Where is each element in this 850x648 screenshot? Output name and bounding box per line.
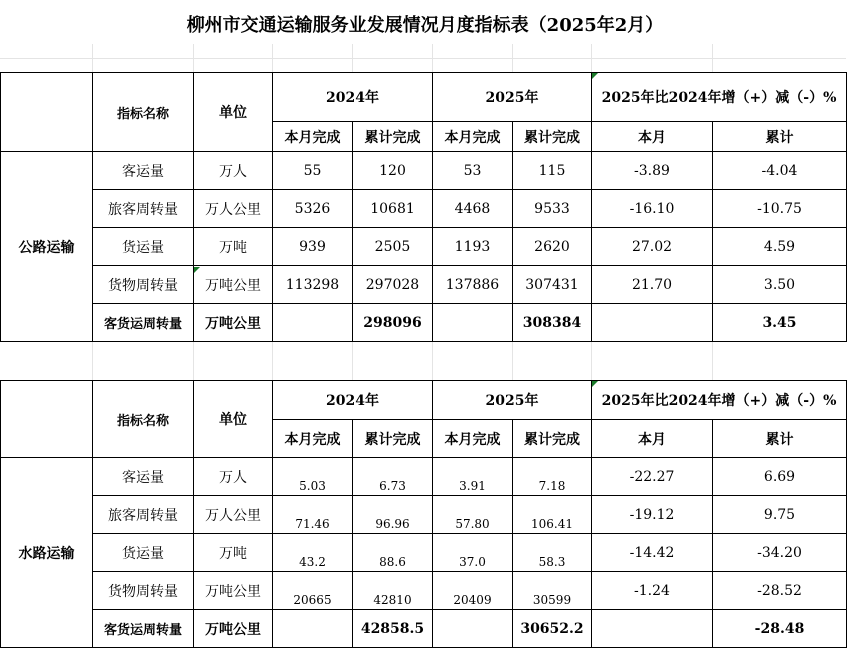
value-cell: 6.73 <box>353 458 433 496</box>
road-transport-table <box>0 72 847 342</box>
value-cell: 96.96 <box>353 496 433 534</box>
value-cell: 42858.5 <box>353 610 433 648</box>
indicator-name: 客货运周转量 <box>93 304 194 342</box>
change-cell: 21.70 <box>592 266 713 304</box>
year-2024-header: 2024年 <box>273 73 433 122</box>
value-cell: 88.6 <box>353 534 433 572</box>
table-row <box>1 496 847 534</box>
indicator-name: 客运量 <box>93 152 194 190</box>
unit-cell: 万吨公里 <box>194 304 273 342</box>
unit-cell: 万吨公里 <box>194 610 273 648</box>
category-header-blank <box>1 381 93 458</box>
value-cell: 5.03 <box>273 458 353 496</box>
value-cell: 5326 <box>273 190 353 228</box>
value-cell: 3.91 <box>433 458 513 496</box>
value-cell: 939 <box>273 228 353 266</box>
change-month-header: 本月 <box>592 122 713 152</box>
cum-done-2025-header: 累计完成 <box>513 122 592 152</box>
empty-cell <box>592 610 713 648</box>
value-cell: 115 <box>513 152 592 190</box>
cum-done-2025-header: 累计完成 <box>513 420 592 458</box>
change-percent-header: 2025年比2024年增（+）减（-）% <box>592 73 847 122</box>
value-cell: 37.0 <box>433 534 513 572</box>
year-2024-header: 2024年 <box>273 381 433 420</box>
value-cell: 53 <box>433 152 513 190</box>
value-cell: 20409 <box>433 572 513 610</box>
table-row <box>1 534 847 572</box>
change-percent-header: 2025年比2024年增（+）减（-）% <box>592 381 847 420</box>
month-done-2025-header: 本月完成 <box>433 122 513 152</box>
indicator-name: 货运量 <box>93 534 194 572</box>
value-cell: 307431 <box>513 266 592 304</box>
unit-cell: 万吨公里 <box>194 572 273 610</box>
change-cell: -1.24 <box>592 572 713 610</box>
change-cell: -16.10 <box>592 190 713 228</box>
value-cell: 10681 <box>353 190 433 228</box>
month-done-2024-header: 本月完成 <box>273 122 353 152</box>
change-cell: -22.27 <box>592 458 713 496</box>
change-cell: -19.12 <box>592 496 713 534</box>
value-cell: 2620 <box>513 228 592 266</box>
indicator-name-header: 指标名称 <box>93 381 194 458</box>
value-cell: 4468 <box>433 190 513 228</box>
water-transport-table <box>0 380 847 648</box>
page-title: 柳州市交通运输服务业发展情况月度指标表（2025年2月） <box>186 15 664 36</box>
value-cell: 30599 <box>513 572 592 610</box>
change-cell: -28.48 <box>713 610 847 648</box>
indicator-name: 货物周转量 <box>93 572 194 610</box>
table-row <box>1 152 847 190</box>
value-cell: 71.46 <box>273 496 353 534</box>
value-cell: 9533 <box>513 190 592 228</box>
month-done-2025-header: 本月完成 <box>433 420 513 458</box>
unit-cell: 万吨 <box>194 228 273 266</box>
change-cum-header: 累计 <box>713 122 847 152</box>
change-cell: -4.04 <box>713 152 847 190</box>
month-done-2024-header: 本月完成 <box>273 420 353 458</box>
cum-done-2024-header: 累计完成 <box>353 122 433 152</box>
change-cell: 3.50 <box>713 266 847 304</box>
change-cell: 9.75 <box>713 496 847 534</box>
indicator-name-header: 指标名称 <box>93 73 194 152</box>
value-cell: 2505 <box>353 228 433 266</box>
year-2025-header: 2025年 <box>433 381 592 420</box>
year-2025-header: 2025年 <box>433 73 592 122</box>
value-cell: 20665 <box>273 572 353 610</box>
indicator-name: 旅客周转量 <box>93 496 194 534</box>
table-row <box>1 572 847 610</box>
top-gap-grid <box>0 44 846 72</box>
change-cum-header: 累计 <box>713 420 847 458</box>
value-cell: 297028 <box>353 266 433 304</box>
comment-marker-icon <box>592 73 598 79</box>
unit-header: 单位 <box>194 381 273 458</box>
table-row <box>1 458 847 496</box>
change-month-header: 本月 <box>592 420 713 458</box>
unit-cell: 万人公里 <box>194 190 273 228</box>
indicator-name: 客货运周转量 <box>93 610 194 648</box>
table-row <box>1 190 847 228</box>
unit-cell: 万吨 <box>194 534 273 572</box>
value-cell: 58.3 <box>513 534 592 572</box>
value-cell: 57.80 <box>433 496 513 534</box>
value-cell: 7.18 <box>513 458 592 496</box>
cum-done-2024-header: 累计完成 <box>353 420 433 458</box>
comment-marker-icon <box>592 381 598 387</box>
category-header-blank <box>1 73 93 152</box>
value-cell: 113298 <box>273 266 353 304</box>
comment-marker-icon <box>194 267 200 273</box>
table-row-total <box>1 610 847 648</box>
empty-cell <box>273 304 353 342</box>
unit-cell: 万人公里 <box>194 496 273 534</box>
value-cell: 298096 <box>353 304 433 342</box>
change-cell: 6.69 <box>713 458 847 496</box>
value-cell: 43.2 <box>273 534 353 572</box>
gap-grid <box>0 342 846 380</box>
category-label-water: 水路运输 <box>1 458 93 648</box>
change-cell: -14.42 <box>592 534 713 572</box>
change-cell: 4.59 <box>713 228 847 266</box>
unit-cell: 万吨公里 <box>194 266 273 304</box>
empty-cell <box>433 304 513 342</box>
table-row <box>1 266 847 304</box>
change-cell: -3.89 <box>592 152 713 190</box>
value-cell: 1193 <box>433 228 513 266</box>
value-cell: 106.41 <box>513 496 592 534</box>
value-cell: 308384 <box>513 304 592 342</box>
value-cell: 55 <box>273 152 353 190</box>
change-cell: -10.75 <box>713 190 847 228</box>
table-row-total <box>1 304 847 342</box>
table-row <box>1 228 847 266</box>
change-cell: -28.52 <box>713 572 847 610</box>
unit-header: 单位 <box>194 73 273 152</box>
value-cell: 42810 <box>353 572 433 610</box>
indicator-name: 货物周转量 <box>93 266 194 304</box>
value-cell: 30652.2 <box>513 610 592 648</box>
value-cell: 137886 <box>433 266 513 304</box>
empty-cell <box>273 610 353 648</box>
change-cell: 3.45 <box>713 304 847 342</box>
empty-cell <box>433 610 513 648</box>
indicator-name: 客运量 <box>93 458 194 496</box>
change-cell: -34.20 <box>713 534 847 572</box>
indicator-name: 货运量 <box>93 228 194 266</box>
category-label-road: 公路运输 <box>1 152 93 342</box>
indicator-name: 旅客周转量 <box>93 190 194 228</box>
empty-cell <box>592 304 713 342</box>
value-cell: 120 <box>353 152 433 190</box>
unit-cell: 万人 <box>194 458 273 496</box>
unit-cell: 万人 <box>194 152 273 190</box>
change-cell: 27.02 <box>592 228 713 266</box>
